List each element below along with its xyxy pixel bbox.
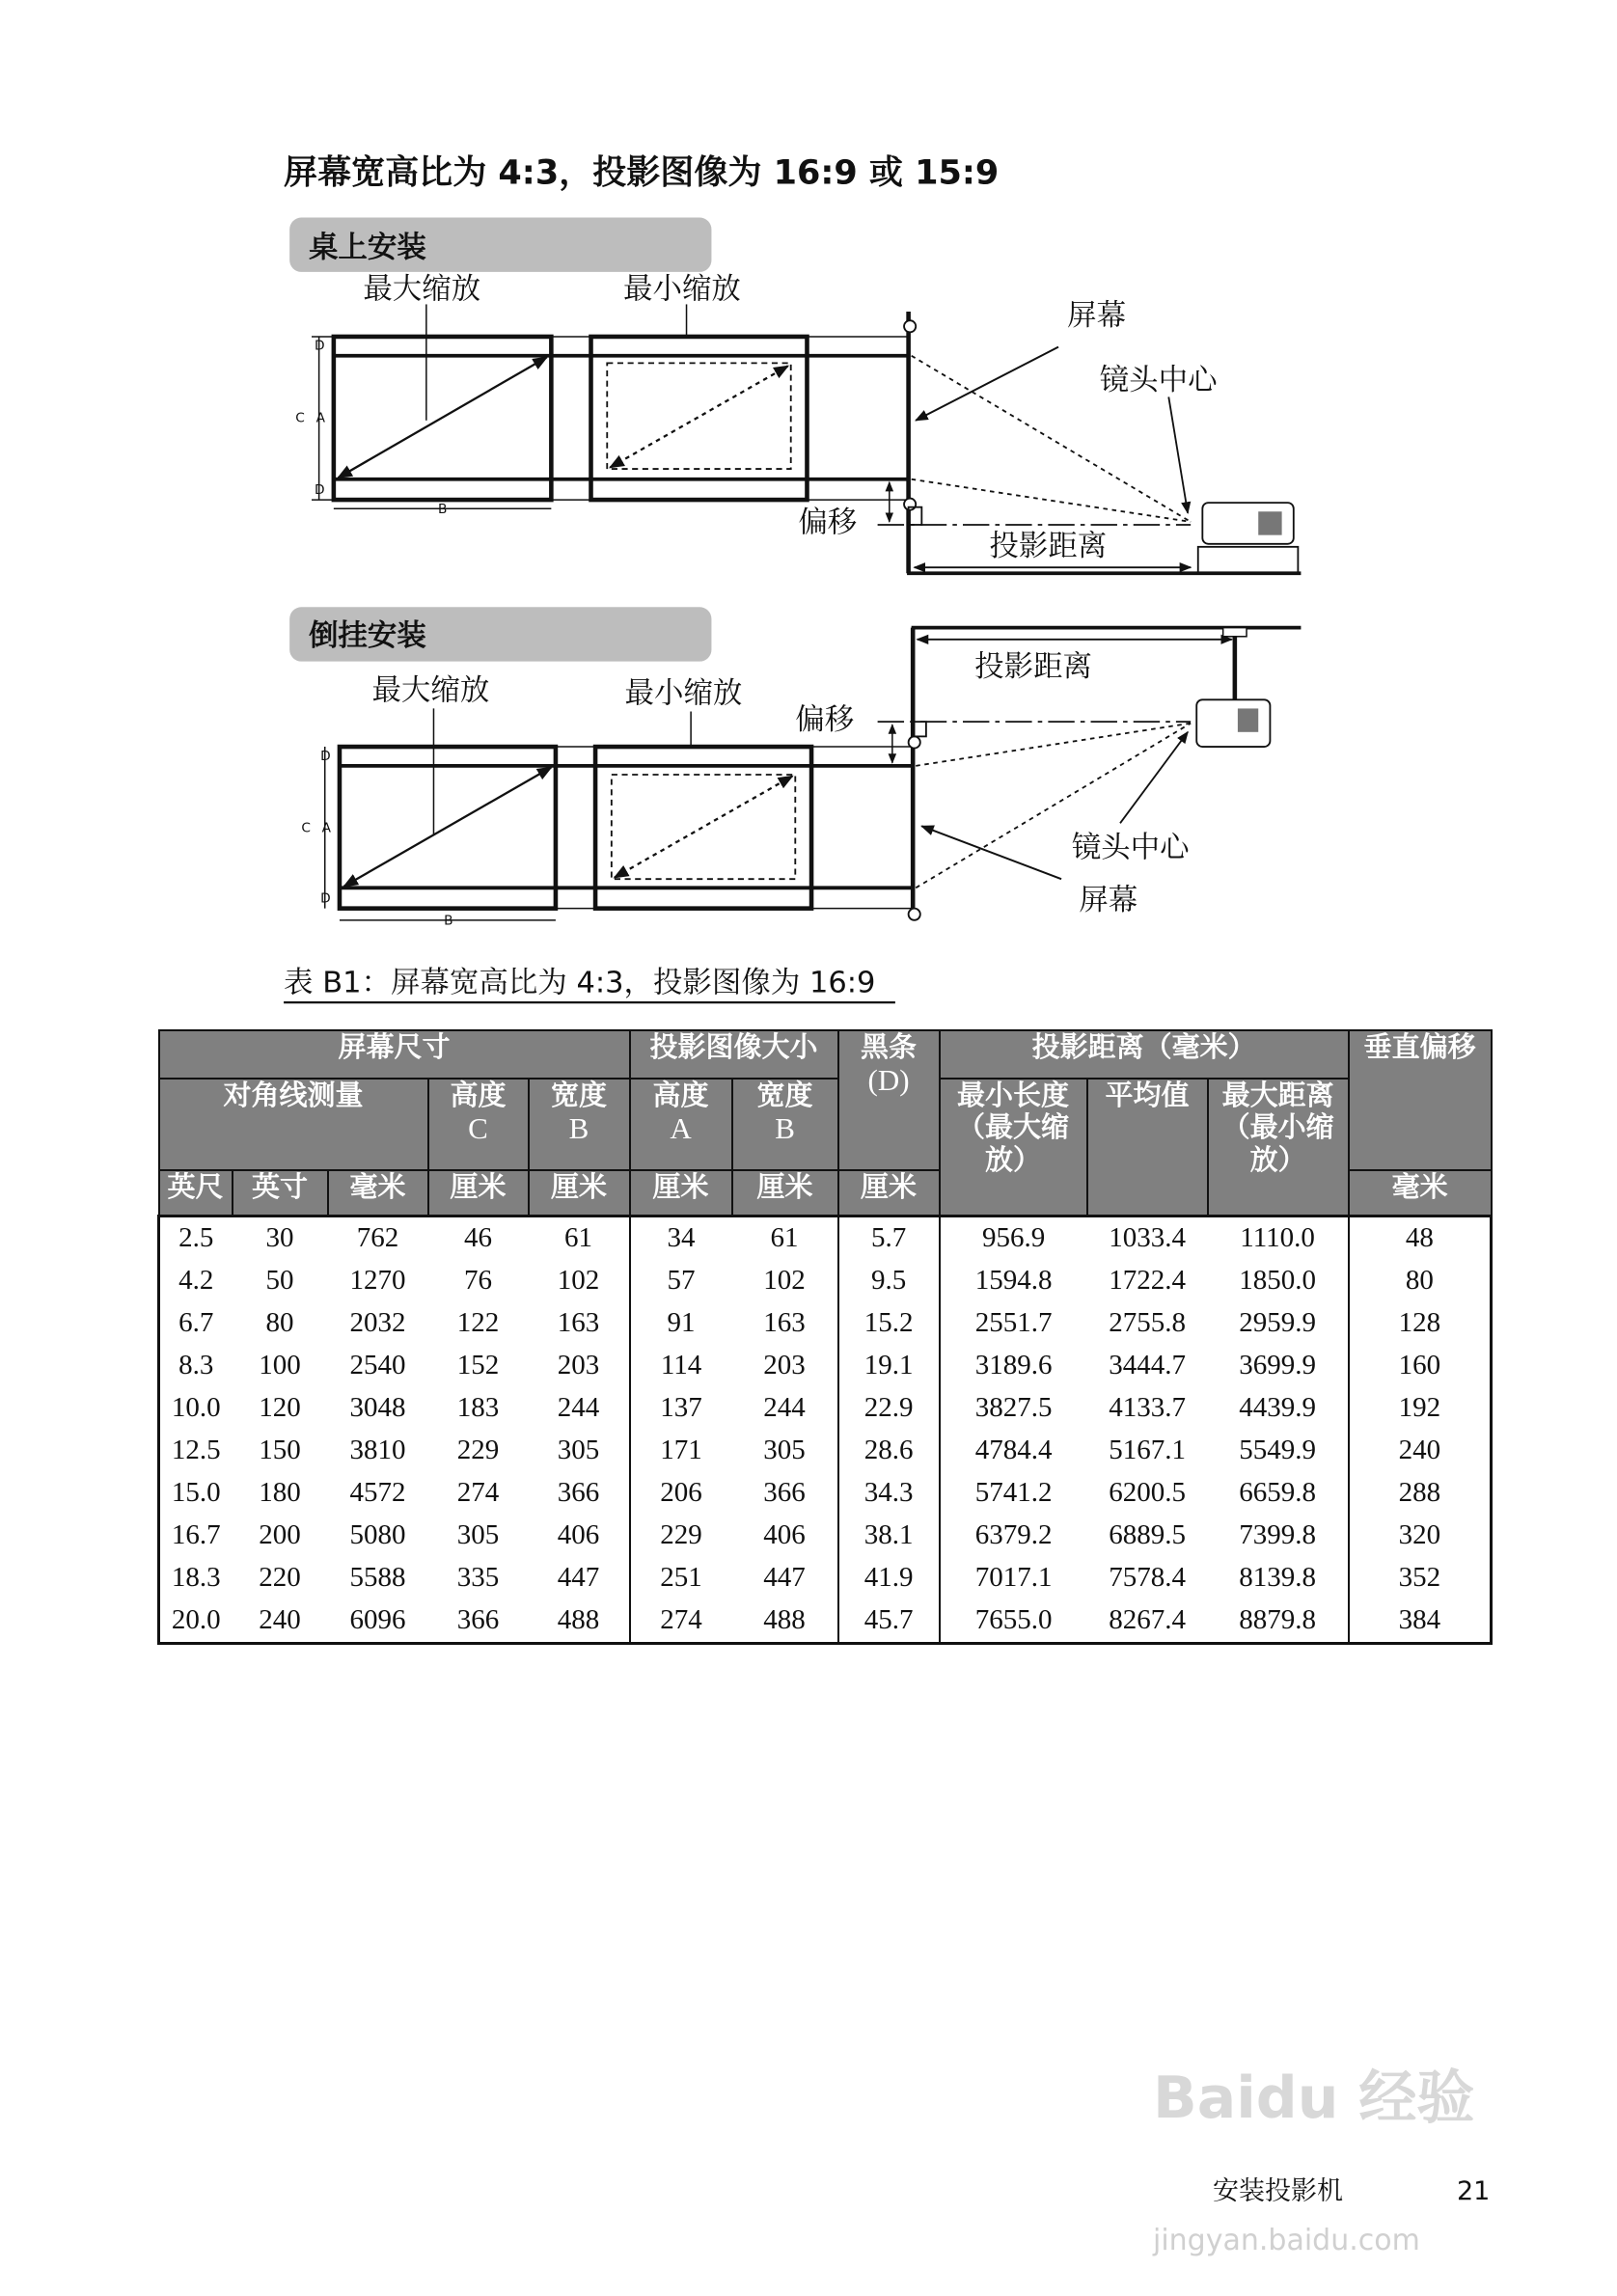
- table-cell: 7017.1: [940, 1557, 1087, 1599]
- table-cell: 229: [630, 1515, 732, 1557]
- unit-mm: 毫米: [328, 1170, 428, 1216]
- table-cell: 4133.7: [1109, 1392, 1186, 1423]
- svg-text:A: A: [321, 820, 332, 836]
- header-projection-distance: 投影距离（毫米）: [940, 1030, 1349, 1079]
- table-cell: 8.3: [178, 1350, 214, 1380]
- ceiling-mount-diagram: [289, 607, 1301, 928]
- header-image-size: 投影图像大小: [630, 1030, 838, 1079]
- label-screen: 屏幕: [1079, 884, 1138, 918]
- table-cell: 3444.7: [1109, 1350, 1186, 1380]
- table-cell: 4439.9: [1239, 1392, 1316, 1423]
- table-cell: 3189.6: [940, 1345, 1087, 1387]
- table-cell: 6659.8: [1239, 1477, 1316, 1508]
- label-min-zoom: 最小缩放: [624, 676, 743, 711]
- table-cell: 7399.8: [1239, 1519, 1316, 1550]
- table-cell: 447: [763, 1562, 806, 1593]
- table-row: [159, 1216, 1492, 1260]
- svg-text:A: A: [315, 410, 325, 426]
- table-cell: 6.7: [178, 1307, 214, 1338]
- table-cell: 305: [557, 1435, 600, 1465]
- table-cell: 2551.7: [940, 1302, 1087, 1345]
- table-cell: 366: [763, 1477, 806, 1508]
- table-cell: 2959.9: [1239, 1307, 1316, 1338]
- table-cell: 335: [456, 1562, 500, 1593]
- table-cell: 10.0: [171, 1392, 221, 1423]
- table-cell: 2032: [349, 1307, 406, 1338]
- label-lens-center: 镜头中心: [1099, 363, 1218, 397]
- header-screen-height: 高度 C: [428, 1079, 529, 1170]
- min-zoom-frame: [591, 337, 808, 500]
- table-cell: 114: [630, 1345, 732, 1387]
- table-cell: 150: [259, 1435, 301, 1465]
- table-cell: 91: [630, 1302, 732, 1345]
- header-black-bar: 黑条 (D): [838, 1030, 940, 1170]
- table-cell: 80: [1349, 1260, 1492, 1302]
- table-cell: 8139.8: [1239, 1562, 1316, 1593]
- label-projection-distance: 投影距离: [974, 649, 1093, 684]
- table-caption: 表 B1：屏幕宽高比为 4:3，投影图像为 16:9: [284, 966, 876, 1000]
- table-cell: 1850.0: [1239, 1265, 1316, 1296]
- table-cell: 352: [1349, 1557, 1492, 1599]
- svg-text:C: C: [295, 410, 305, 426]
- page-heading: 屏幕宽高比为 4:3，投影图像为 16:9 或 15:9: [284, 152, 1000, 193]
- table-cell: 488: [732, 1599, 838, 1644]
- table-cell: 80: [265, 1307, 294, 1338]
- table-cell: 7578.4: [1109, 1562, 1186, 1593]
- table-cell: 3699.9: [1239, 1350, 1316, 1380]
- header-image-height: 高度 A: [630, 1079, 732, 1170]
- table-cell: 102: [557, 1265, 600, 1296]
- table-cell: 288: [1349, 1472, 1492, 1515]
- unit-feet: 英尺: [159, 1170, 233, 1216]
- watermark-url: jingyan.baidu.com: [1153, 2224, 1420, 2257]
- table-row: [159, 1515, 1492, 1557]
- table-cell: 320: [1349, 1515, 1492, 1557]
- table-cell: 1722.4: [1109, 1265, 1186, 1296]
- table-cell: 19.1: [838, 1345, 940, 1387]
- table-cell: 34: [630, 1216, 732, 1260]
- table-body: [159, 1216, 1492, 1643]
- table-cell: 251: [630, 1557, 732, 1599]
- header-vertical-offset: 垂直偏移: [1349, 1030, 1492, 1170]
- table-cell: 76: [464, 1265, 492, 1296]
- table-cell: 15.2: [838, 1302, 940, 1345]
- table-cell: 762: [356, 1222, 399, 1253]
- table-cell: 220: [259, 1562, 301, 1593]
- table-cell: 305: [456, 1519, 500, 1550]
- table-row: [159, 1557, 1492, 1599]
- svg-text:D: D: [320, 748, 331, 764]
- table-cell: 366: [557, 1477, 600, 1508]
- svg-text:D: D: [320, 890, 331, 907]
- table-cell: 6096: [328, 1599, 428, 1644]
- table-cell: 180: [259, 1477, 301, 1508]
- table-cell: 5588: [349, 1562, 406, 1593]
- table-cell: 200: [259, 1519, 301, 1550]
- header-min-length: 最小长度（最大缩放）: [940, 1079, 1087, 1216]
- table-cell: 61: [564, 1222, 593, 1253]
- table-cell: 30: [265, 1222, 294, 1253]
- table-cell: 57: [630, 1260, 732, 1302]
- table-cell: 160: [1349, 1345, 1492, 1387]
- table-cell: 102: [763, 1265, 806, 1296]
- table-cell: 171: [630, 1430, 732, 1472]
- table-cell: 183: [456, 1392, 500, 1423]
- table-cell: 9.5: [838, 1260, 940, 1302]
- unit-inch: 英寸: [233, 1170, 328, 1216]
- dimension-labels: [301, 749, 452, 929]
- table-cell: 122: [456, 1307, 500, 1338]
- table-cell: 4.2: [178, 1265, 214, 1296]
- svg-text:B: B: [438, 501, 448, 517]
- table-cell: 203: [763, 1350, 806, 1380]
- table-cell: 384: [1349, 1599, 1492, 1644]
- section-label-desk: 桌上安装: [308, 231, 426, 265]
- header-screen-width: 宽度 B: [529, 1079, 630, 1170]
- table-cell: 7655.0: [940, 1599, 1087, 1644]
- table-cell: 34.3: [838, 1472, 940, 1515]
- table-row: [159, 1472, 1492, 1515]
- table-cell: 1270: [349, 1265, 406, 1296]
- table-cell: 3810: [349, 1435, 406, 1465]
- table-cell: 12.5: [171, 1435, 221, 1465]
- table-cell: 28.6: [838, 1430, 940, 1472]
- table-cell: 16.7: [171, 1519, 221, 1550]
- table-cell: 152: [456, 1350, 500, 1380]
- table-cell: 50: [265, 1265, 294, 1296]
- projection-distance-table: [157, 1029, 1493, 1645]
- table-cell: 4572: [349, 1477, 406, 1508]
- table-cell: 366: [428, 1599, 529, 1644]
- table-cell: 240: [1349, 1430, 1492, 1472]
- table-row: [159, 1387, 1492, 1430]
- table-cell: 206: [630, 1472, 732, 1515]
- table-row: [159, 1345, 1492, 1387]
- table-cell: 5741.2: [940, 1472, 1087, 1515]
- table-cell: 240: [233, 1599, 328, 1644]
- table-cell: 1594.8: [940, 1260, 1087, 1302]
- table-cell: 488: [529, 1599, 630, 1644]
- table-cell: 137: [630, 1387, 732, 1430]
- table-cell: 2755.8: [1109, 1307, 1186, 1338]
- table-cell: 956.9: [940, 1216, 1087, 1260]
- table-row: [159, 1260, 1492, 1302]
- table-cell: 163: [763, 1307, 806, 1338]
- table-row: [159, 1599, 1492, 1644]
- unit-cm: 厘米: [428, 1170, 529, 1216]
- table-cell: 8267.4: [1087, 1599, 1208, 1644]
- table-cell: 447: [557, 1562, 600, 1593]
- desk-mount-diagram: [289, 218, 1301, 574]
- table-cell: 244: [557, 1392, 600, 1423]
- table-cell: 15.0: [171, 1477, 221, 1508]
- page-number: 21: [1457, 2176, 1491, 2206]
- table-cell: 274: [456, 1477, 500, 1508]
- table-cell: 20.0: [159, 1599, 233, 1644]
- unit-cm: 厘米: [732, 1170, 838, 1216]
- label-lens-center: 镜头中心: [1071, 831, 1190, 865]
- table-cell: 163: [557, 1307, 600, 1338]
- label-projection-distance: 投影距离: [989, 529, 1108, 563]
- unit-cm: 厘米: [630, 1170, 732, 1216]
- table-cell: 120: [259, 1392, 301, 1423]
- label-offset: 偏移: [798, 506, 858, 540]
- table-cell: 203: [557, 1350, 600, 1380]
- table-cell: 5167.1: [1109, 1435, 1186, 1465]
- label-max-zoom: 最大缩放: [371, 673, 490, 708]
- table-cell: 3048: [349, 1392, 406, 1423]
- table-cell: 406: [557, 1519, 600, 1550]
- table-cell: 2.5: [178, 1222, 214, 1253]
- table-cell: 46: [464, 1222, 492, 1253]
- table-cell: 5.7: [838, 1216, 940, 1260]
- unit-cm: 厘米: [529, 1170, 630, 1216]
- table-cell: 8879.8: [1208, 1599, 1349, 1644]
- table-cell: 38.1: [838, 1515, 940, 1557]
- table-cell: 244: [763, 1392, 806, 1423]
- table-cell: 128: [1349, 1302, 1492, 1345]
- table-cell: 100: [259, 1350, 301, 1380]
- table-cell: 22.9: [838, 1387, 940, 1430]
- unit-cm: 厘米: [838, 1170, 940, 1216]
- table-row: [159, 1302, 1492, 1345]
- table-cell: 406: [763, 1519, 806, 1550]
- table-cell: 6889.5: [1109, 1519, 1186, 1550]
- table-cell: 1033.4: [1109, 1222, 1186, 1253]
- table-cell: 6200.5: [1109, 1477, 1186, 1508]
- header-screen-size: 屏幕尺寸: [159, 1030, 630, 1079]
- table-cell: 4784.4: [940, 1430, 1087, 1472]
- label-max-zoom: 最大缩放: [363, 272, 481, 307]
- unit-mm: 毫米: [1349, 1170, 1492, 1216]
- table-cell: 1110.0: [1240, 1222, 1315, 1253]
- svg-text:D: D: [315, 338, 325, 354]
- table-cell: 5080: [349, 1519, 406, 1550]
- table-cell: 2540: [349, 1350, 406, 1380]
- table-cell: 3827.5: [940, 1387, 1087, 1430]
- table-cell: 6379.2: [940, 1515, 1087, 1557]
- table-cell: 45.7: [838, 1599, 940, 1644]
- label-offset: 偏移: [795, 702, 855, 737]
- table-cell: 41.9: [838, 1557, 940, 1599]
- svg-text:B: B: [444, 913, 453, 929]
- table-cell: 48: [1349, 1216, 1492, 1260]
- svg-text:C: C: [301, 820, 311, 836]
- table-cell: 18.3: [171, 1562, 221, 1593]
- table-row: [159, 1430, 1492, 1472]
- table-cell: 192: [1349, 1387, 1492, 1430]
- label-min-zoom: 最小缩放: [623, 272, 741, 307]
- projector-icon: [1196, 699, 1270, 747]
- table-cell: 229: [456, 1435, 500, 1465]
- header-max-distance: 最大距离（最小缩放）: [1208, 1079, 1349, 1216]
- label-screen: 屏幕: [1067, 298, 1127, 333]
- table-cell: 274: [630, 1599, 732, 1644]
- table-cell: 305: [763, 1435, 806, 1465]
- footer-section: 安装投影机: [1213, 2176, 1343, 2206]
- table-cell: 61: [770, 1222, 799, 1253]
- header-image-width: 宽度 B: [732, 1079, 838, 1170]
- section-label-ceiling: 倒挂安装: [308, 618, 426, 653]
- svg-text:D: D: [315, 481, 325, 498]
- table-cell: 5549.9: [1239, 1435, 1316, 1465]
- header-average: 平均值: [1087, 1079, 1208, 1216]
- header-diagonal: 对角线测量: [159, 1079, 428, 1170]
- watermark: Baidu 经验: [1153, 2064, 1475, 2132]
